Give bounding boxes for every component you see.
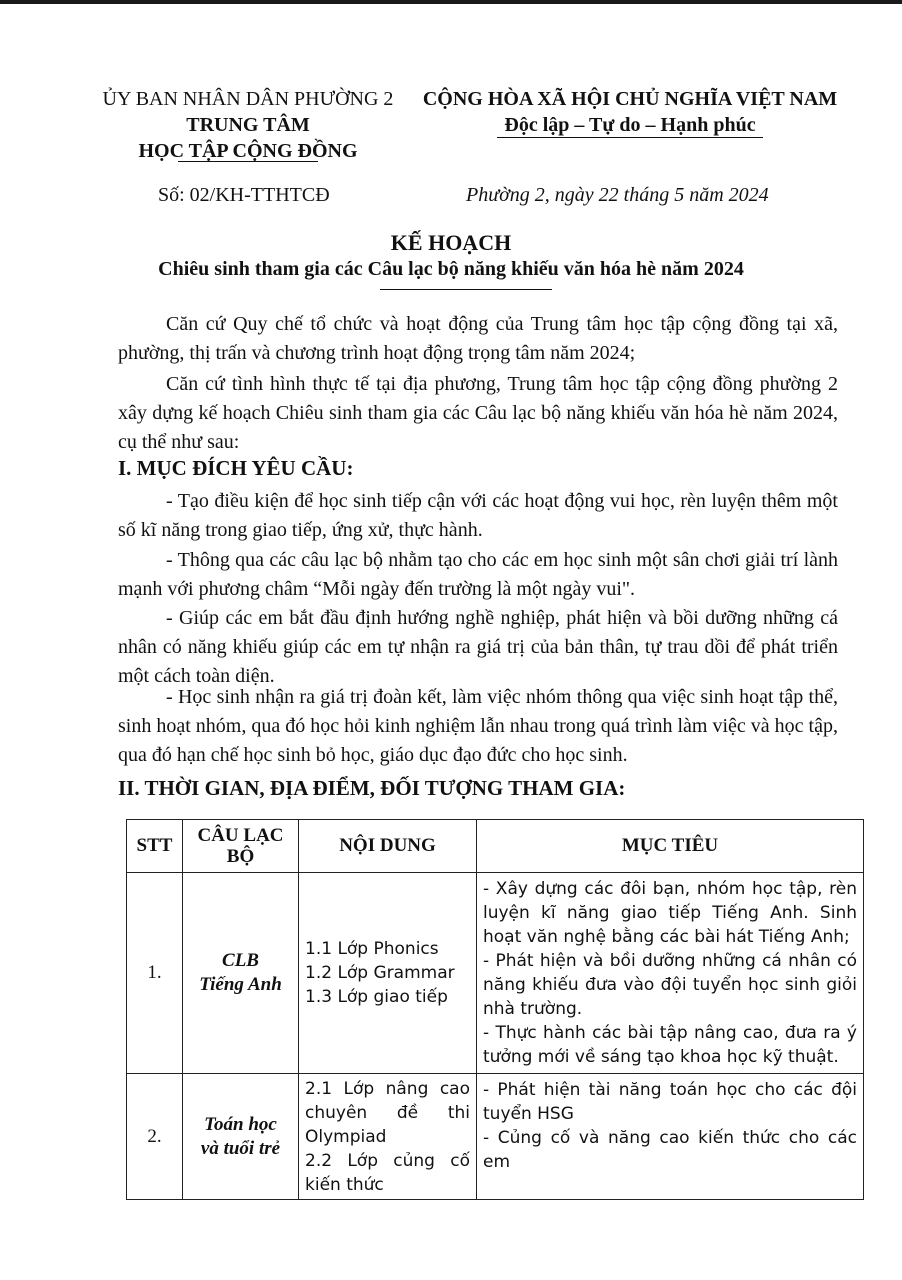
goal-item: - Xây dựng các đôi bạn, nhóm học tập, rèn luyện kĩ năng giao tiếp Tiếng Anh. Sinh hoạt văn nghệ bằng các bài hát Tiếng Anh; [483, 879, 857, 947]
table-header-row [127, 820, 864, 873]
issuer-line-2: TRUNG TÂM [186, 114, 310, 136]
scan-top-edge [0, 0, 902, 4]
row-number: 1. [127, 873, 183, 1074]
nation-name: CỘNG HÒA XÃ HỘI CHỦ NGHĨA VIỆT NAM [422, 88, 838, 110]
club-goals [477, 1074, 864, 1200]
purpose-item-4: - Học sinh nhận ra giá trị đoàn kết, làm việc nhóm thông qua việc sinh hoạt tập thể, sinh hoạt nhóm, qua đó học hỏi kinh nghiệm lẫn nhau trong quá trình làm việc và học tập, qua đó hạn chế học sinh bỏ học, giáo dục đạo đức cho học sinh. [118, 686, 838, 766]
club-name [183, 873, 299, 1074]
intro-paragraph-2: Căn cứ tình hình thực tế tại địa phương, Trung tâm học tập cộng đồng phường 2 xây dựng kế hoạch Chiêu sinh tham gia các Câu lạc bộ năng khiếu văn hóa hè năm 2024, cụ thể như sau: [118, 373, 838, 453]
goal-item: - Phát hiện và bồi dưỡng những cá nhân có năng khiếu đưa vào đội tuyển học sinh giỏi nhà trường. [483, 951, 857, 1019]
content-item: 1.2 Lớp Grammar [305, 963, 455, 983]
goal-item: - Phát hiện tài năng toán học cho các đội tuyển HSG [483, 1080, 857, 1124]
intro-paragraph-1: Căn cứ Quy chế tổ chức và hoạt động của Trung tâm học tập cộng đồng tại xã, phường, thị trấn và chương trình hoạt động trọng tâm năm 2024; [118, 313, 838, 364]
issuer-underline [178, 161, 318, 162]
header-club [183, 820, 299, 873]
content-item: 2.1 Lớp nâng cao chuyên đề thi Olympiad [305, 1078, 470, 1147]
issuer-line-3: HỌC TẬP CỘNG ĐỒNG [138, 140, 358, 162]
table-row [127, 1074, 864, 1200]
club-name-line-2: và tuổi trẻ [200, 1137, 281, 1159]
club-content [299, 1074, 477, 1200]
purpose-item-1: - Tạo điều kiện để học sinh tiếp cận với các hoạt động vui học, rèn luyện thêm một số kĩ năng trong giao tiếp, ứng xử, thực hành. [118, 490, 838, 541]
section-2-heading: II. THỜI GIAN, ĐỊA ĐIỂM, ĐỐI TƯỢNG THAM GIA: [118, 776, 626, 800]
issuer-block [98, 86, 398, 164]
club-name [183, 1074, 299, 1200]
header-club-line-1: CÂU LẠC [197, 825, 284, 846]
purpose-item-2: - Thông qua các câu lạc bộ nhằm tạo cho các em học sinh một sân chơi giải trí lành mạnh với phương châm “Mỗi ngày đến trường là một ngày vui". [118, 549, 838, 600]
content-item: 2.2 Lớp củng cố kiến thức [305, 1150, 470, 1195]
document-subtitle: Chiêu sinh tham gia các Câu lạc bộ năng khiếu văn hóa hè năm 2024 [158, 258, 744, 280]
header-content: NỘI DUNG [299, 820, 477, 873]
motto: Độc lập – Tự do – Hạnh phúc [504, 114, 756, 136]
table-row [127, 873, 864, 1074]
club-name-line-2: Tiếng Anh [199, 974, 282, 995]
issuer-line-1: ỦY BAN NHÂN DÂN PHƯỜNG 2 [102, 88, 394, 110]
row-number: 2. [127, 1074, 183, 1200]
national-motto-block [410, 86, 850, 138]
content-item: 1.1 Lớp Phonics [305, 939, 439, 959]
document-title: KẾ HOẠCH [390, 230, 512, 255]
header-club-line-2: BỘ [226, 846, 255, 867]
section-1-heading: I. MỤC ĐÍCH YÊU CẦU: [118, 456, 354, 480]
club-goals [477, 873, 864, 1074]
motto-underline [497, 137, 763, 138]
header-goal: MỤC TIÊU [477, 820, 864, 873]
document-number: Số: 02/KH-TTHTCĐ [158, 184, 330, 206]
purpose-item-3: - Giúp các em bắt đầu định hướng nghề nghiệp, phát hiện và bồi dưỡng những cá nhân có năng khiếu giúp các em tự nhận ra giá trị của bản thân, tự trau dồi để phát triển một cách toàn diện. [118, 607, 838, 687]
club-name-line-1: CLB [222, 950, 259, 971]
club-name-line-1: Toán học [204, 1113, 277, 1135]
goal-item: - Củng cố và năng cao kiến thức cho các em [483, 1128, 857, 1172]
club-content [299, 873, 477, 1074]
content-item: 1.3 Lớp giao tiếp [305, 987, 448, 1007]
club-table [126, 819, 864, 1200]
place-and-date: Phường 2, ngày 22 tháng 5 năm 2024 [466, 184, 769, 206]
title-underline [380, 289, 552, 290]
goal-item: - Thực hành các bài tập nâng cao, đưa ra ý tưởng mới về sáng tạo khoa học kỹ thuật. [483, 1023, 857, 1067]
header-stt: STT [127, 820, 183, 873]
